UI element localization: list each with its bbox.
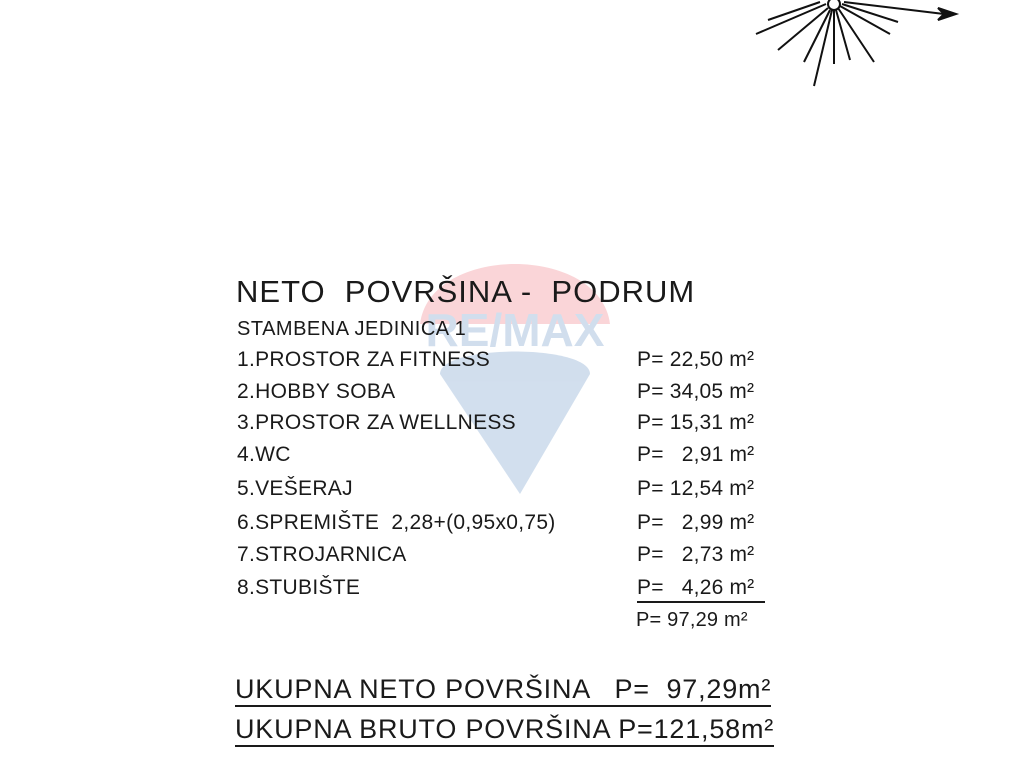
room-area: P= 2,73 m² bbox=[637, 543, 755, 566]
subtotal-area: P= 97,29 m² bbox=[636, 609, 748, 631]
page-title: NETO POVRŠINA - PODRUM bbox=[236, 274, 696, 309]
gross-total: UKUPNA BRUTO POVRŠINA P=121,58m² bbox=[235, 714, 774, 747]
room-label: 8.STUBIŠTE bbox=[237, 576, 361, 599]
room-area: P= 2,91 m² bbox=[637, 443, 755, 466]
unit-subtitle: STAMBENA JEDINICA 1 bbox=[237, 318, 467, 340]
room-row bbox=[237, 348, 777, 374]
watermark-text: RE/MAX bbox=[425, 304, 605, 356]
room-row bbox=[237, 511, 777, 537]
room-label: 3.PROSTOR ZA WELLNESS bbox=[237, 411, 516, 434]
room-area: P= 2,99 m² bbox=[637, 511, 755, 534]
compass-rose-icon bbox=[748, 0, 964, 92]
room-row bbox=[237, 411, 777, 437]
room-row bbox=[237, 477, 777, 503]
room-area: P= 15,31 m² bbox=[637, 411, 755, 434]
room-row bbox=[237, 576, 777, 602]
room-area: P= 22,50 m² bbox=[637, 348, 755, 371]
room-area: P= 34,05 m² bbox=[637, 380, 755, 403]
room-area: P= 4,26 m² bbox=[637, 576, 765, 603]
room-label: 2.HOBBY SOBA bbox=[237, 380, 396, 403]
room-area: P= 12,54 m² bbox=[637, 477, 755, 500]
room-row bbox=[237, 380, 777, 406]
room-label: 4.WC bbox=[237, 443, 291, 466]
room-label: 1.PROSTOR ZA FITNESS bbox=[237, 348, 490, 371]
room-label: 6.SPREMIŠTE 2,28+(0,95x0,75) bbox=[237, 511, 556, 534]
net-total: UKUPNA NETO POVRŠINA P= 97,29m² bbox=[235, 674, 771, 707]
room-label: 5.VEŠERAJ bbox=[237, 477, 353, 500]
room-row bbox=[237, 543, 777, 569]
room-row bbox=[237, 443, 777, 469]
room-label: 7.STROJARNICA bbox=[237, 543, 407, 566]
